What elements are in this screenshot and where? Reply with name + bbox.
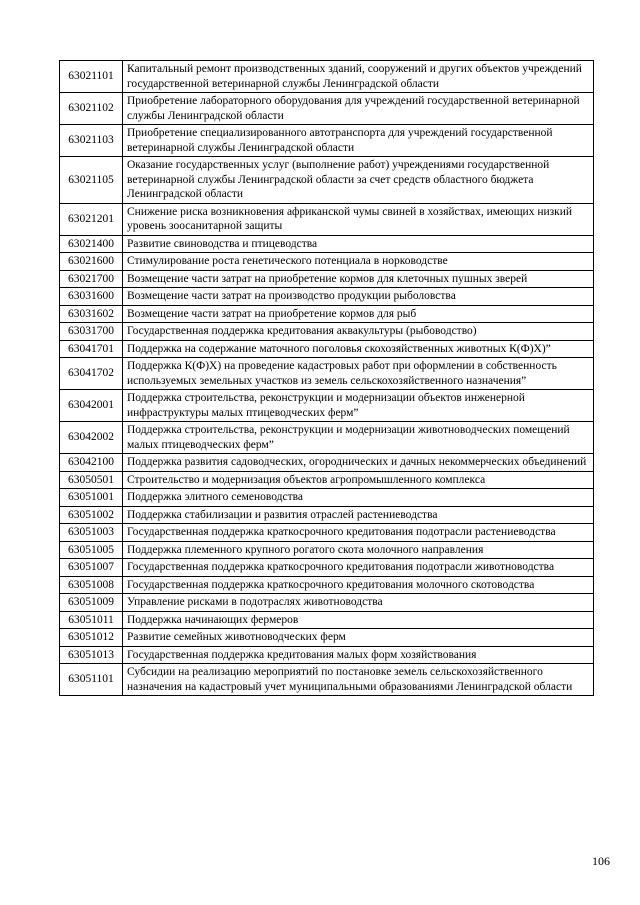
- row-code: 63051012: [60, 629, 123, 647]
- row-description: Поддержка элитного семеноводства: [123, 489, 594, 507]
- row-code: 63021700: [60, 270, 123, 288]
- table-row: [60, 323, 594, 341]
- table-row: [60, 454, 594, 472]
- table-row: [60, 524, 594, 542]
- row-code: 63031602: [60, 305, 123, 323]
- table-row: [60, 288, 594, 306]
- table-row: [60, 157, 594, 204]
- row-description: Государственная поддержка краткосрочного кредитования подотрасли животноводства: [123, 559, 594, 577]
- row-description: Государственная поддержка краткосрочного кредитования подотрасли растениеводства: [123, 524, 594, 542]
- table-row: [60, 93, 594, 125]
- row-description: Поддержка племенного крупного рогатого скота молочного направления: [123, 541, 594, 559]
- row-description: Стимулирование роста генетического потенциала в норководстве: [123, 253, 594, 271]
- table-row: [60, 235, 594, 253]
- row-code: 63021101: [60, 61, 123, 93]
- table-row: [60, 559, 594, 577]
- row-code: 63021102: [60, 93, 123, 125]
- row-description: Поддержка строительства, реконструкции и модернизации объектов инженерной инфраструктуры малых птицеводческих ферм”: [123, 390, 594, 422]
- row-code: 63051013: [60, 646, 123, 664]
- row-description: Приобретение лабораторного оборудования для учреждений государственной ветеринарной службы Ленинградской области: [123, 93, 594, 125]
- row-code: 63051009: [60, 594, 123, 612]
- row-code: 63031600: [60, 288, 123, 306]
- table-row: [60, 270, 594, 288]
- table-row: [60, 340, 594, 358]
- row-description: Субсидии на реализацию мероприятий по постановке земель сельскохозяйственного назначения на кадастровый учет муниципальными образованиями Ленинградской области: [123, 664, 594, 696]
- row-description: Капитальный ремонт производственных зданий, сооружений и других объектов учреждений государственной ветеринарной службы Ленинградской области: [123, 61, 594, 93]
- page-number: 106: [592, 854, 610, 868]
- table-row: [60, 506, 594, 524]
- row-code: 63021105: [60, 157, 123, 204]
- row-code: 63031700: [60, 323, 123, 341]
- row-description: Управление рисками в подотраслях животноводства: [123, 594, 594, 612]
- table-row: [60, 305, 594, 323]
- table-row: [60, 471, 594, 489]
- row-description: Возмещение части затрат на приобретение кормов для клеточных пушных зверей: [123, 270, 594, 288]
- budget-code-table-container: [59, 60, 594, 696]
- row-description: Поддержка развития садоводческих, огороднических и дачных некоммерческих объединений: [123, 454, 594, 472]
- table-row: [60, 646, 594, 664]
- row-description: Поддержка начинающих фермеров: [123, 611, 594, 629]
- row-code: 63021600: [60, 253, 123, 271]
- row-code: 63042100: [60, 454, 123, 472]
- table-body: [60, 61, 594, 696]
- row-code: 63041702: [60, 358, 123, 390]
- row-code: 63021201: [60, 203, 123, 235]
- row-code: 63051007: [60, 559, 123, 577]
- row-description: Возмещение части затрат на приобретение кормов для рыб: [123, 305, 594, 323]
- row-code: 63051101: [60, 664, 123, 696]
- row-code: 63021103: [60, 125, 123, 157]
- table-row: [60, 61, 594, 93]
- row-description: Государственная поддержка кредитования аквакультуры (рыбоводство): [123, 323, 594, 341]
- row-description: Снижение риска возникновения африканской чумы свиней в хозяйствах, имеющих низкий уровень зоосанитарной защиты: [123, 203, 594, 235]
- row-description: Возмещение части затрат на производство продукции рыболовства: [123, 288, 594, 306]
- row-description: Развитие свиноводства и птицеводства: [123, 235, 594, 253]
- row-description: Оказание государственных услуг (выполнение работ) учреждениями государственной ветеринарной службы Ленинградской области за счет средств областного бюджета Ленинградской области: [123, 157, 594, 204]
- row-code: 63051011: [60, 611, 123, 629]
- table-row: [60, 125, 594, 157]
- table-row: [60, 203, 594, 235]
- table-row: [60, 576, 594, 594]
- row-description: Развитие семейных животноводческих ферм: [123, 629, 594, 647]
- table-row: [60, 541, 594, 559]
- table-row: [60, 253, 594, 271]
- table-row: [60, 489, 594, 507]
- row-description: Поддержка на содержание маточного поголовья скохозяйственных животных К(Ф)Х)”: [123, 340, 594, 358]
- row-description: Приобретение специализированного автотранспорта для учреждений государственной ветеринарной службы Ленинградской области: [123, 125, 594, 157]
- row-description: Государственная поддержка кредитования малых форм хозяйствования: [123, 646, 594, 664]
- table-row: [60, 611, 594, 629]
- row-code: 63021400: [60, 235, 123, 253]
- row-code: 63050501: [60, 471, 123, 489]
- row-code: 63051005: [60, 541, 123, 559]
- table-row: [60, 664, 594, 696]
- row-description: Строительство и модернизация объектов агропромышленного комплекса: [123, 471, 594, 489]
- table-row: [60, 629, 594, 647]
- row-description: Государственная поддержка краткосрочного кредитования молочного скотоводства: [123, 576, 594, 594]
- row-description: Поддержка К(Ф)Х) на проведение кадастровых работ при оформлении в собственность используемых земельных участков из земель сельскохозяйственного назначения”: [123, 358, 594, 390]
- table-row: [60, 594, 594, 612]
- row-code: 63051003: [60, 524, 123, 542]
- row-code: 63041701: [60, 340, 123, 358]
- row-description: Поддержка стабилизации и развития отраслей растениеводства: [123, 506, 594, 524]
- row-code: 63051002: [60, 506, 123, 524]
- row-code: 63042002: [60, 422, 123, 454]
- row-code: 63051008: [60, 576, 123, 594]
- row-description: Поддержка строительства, реконструкции и модернизации животноводческих помещений малых птицеводческих ферм”: [123, 422, 594, 454]
- table-row: [60, 390, 594, 422]
- table-row: [60, 358, 594, 390]
- row-code: 63051001: [60, 489, 123, 507]
- budget-code-table: [59, 60, 594, 696]
- table-row: [60, 422, 594, 454]
- row-code: 63042001: [60, 390, 123, 422]
